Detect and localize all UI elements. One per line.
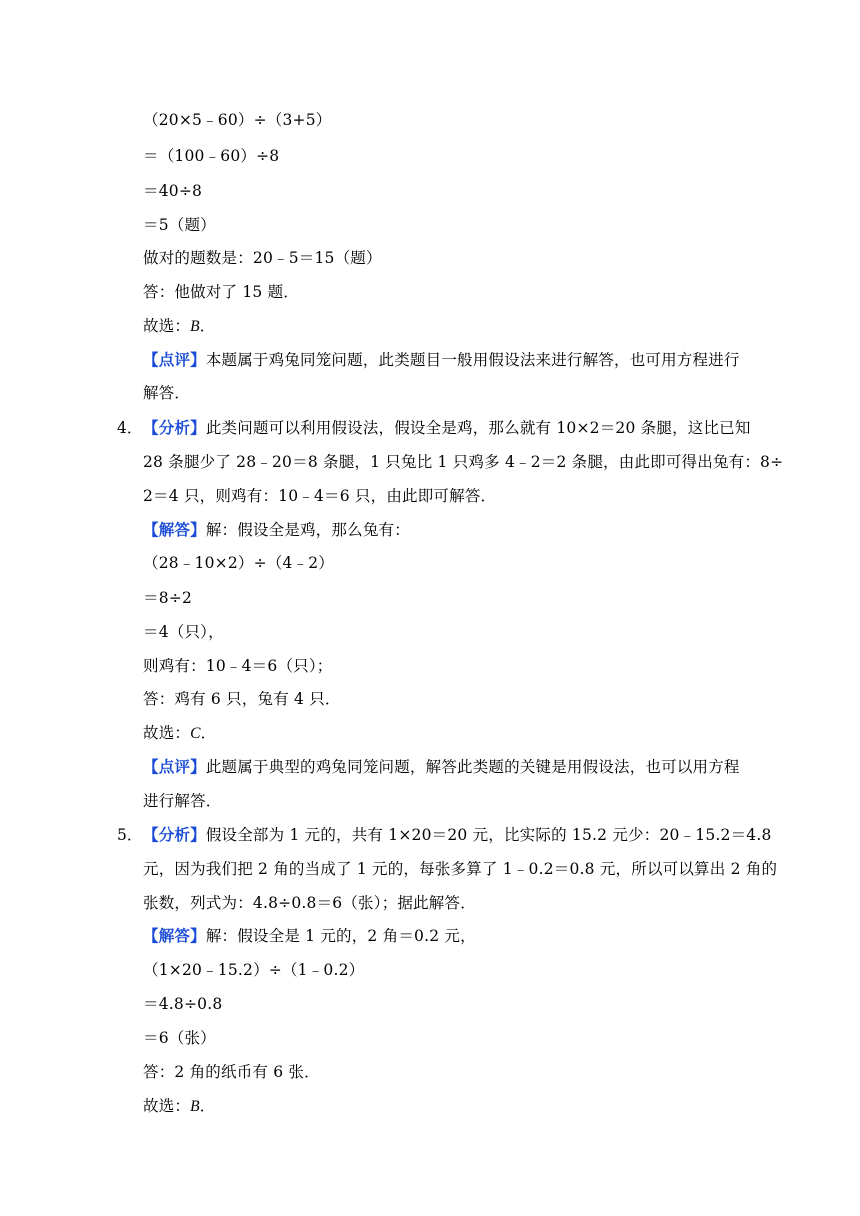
analysis-line	[143, 825, 772, 845]
choice-suffix: ．	[200, 724, 217, 742]
solution-line	[143, 520, 410, 540]
calc-line: ＝5（题）	[143, 216, 216, 234]
analysis-tag: 【分析】	[143, 825, 206, 844]
solution-text: 解：假设全是鸡，那么兔有：	[205, 521, 410, 539]
comment-line	[143, 757, 740, 777]
comment-text: 本题属于鸡兔同笼问题，此类题目一般用假设法来进行解答，也可用方程进行	[205, 351, 740, 369]
correct-count-line: 做对的题数是：20﹣5＝15（题）	[143, 249, 382, 267]
calc-line: ＝（100﹣60）÷8	[143, 147, 280, 165]
choice-prefix: 故选：	[143, 1097, 191, 1115]
analysis-line: 元，因为我们把 2 角的当成了 1 元的，每张多算了 1﹣0.2＝0.8 元，所以可以算出 2 角的	[143, 860, 778, 878]
chicken-line: 则鸡有：10﹣4＝6（只）；	[143, 657, 333, 675]
calc-line: ＝4.8÷0.8	[143, 995, 223, 1013]
calc-line: （28﹣10×2）÷（4﹣2）	[143, 554, 335, 572]
analysis-text: 假设全部为 1 元的，共有 1×20＝20 元，比实际的 15.2 元少：20﹣15.2＝4.8	[205, 826, 772, 844]
calc-line: ＝40÷8	[143, 182, 203, 200]
calc-line: （1×20﹣15.2）÷（1﹣0.2）	[143, 961, 365, 979]
choice-line	[143, 1096, 215, 1117]
choice-letter: B	[190, 318, 200, 335]
choice-suffix: ．	[199, 1097, 216, 1115]
calc-line: ＝4（只），	[143, 623, 224, 641]
calc-line: ＝6（张）	[143, 1029, 216, 1047]
comment-line: 解答．	[143, 384, 191, 402]
analysis-line: 2＝4 只，则鸡有：10﹣4＝6 只，由此即可解答．	[143, 487, 497, 505]
comment-line: 进行解答．	[143, 792, 222, 810]
analysis-line	[143, 418, 751, 438]
answer-line: 答：鸡有 6 只，兔有 4 只．	[143, 690, 341, 708]
choice-prefix: 故选：	[143, 317, 191, 335]
analysis-text: 此类问题可以利用假设法，假设全是鸡，那么就有 10×2＝20 条腿，这比已知	[205, 419, 751, 437]
question-number: 4．	[117, 419, 143, 437]
solution-line	[143, 926, 476, 946]
calc-line: ＝8÷2	[143, 589, 193, 607]
comment-tag: 【点评】	[143, 350, 206, 369]
comment-line	[143, 350, 740, 370]
answer-line: 答：2 角的纸币有 6 张．	[143, 1063, 320, 1081]
choice-line	[143, 316, 215, 337]
question-number: 5．	[117, 826, 143, 844]
analysis-line: 28 条腿少了 28﹣20＝8 条腿，1 只兔比 1 只鸡多 4﹣2＝2 条腿，由此即可得出兔有：8÷	[143, 453, 784, 471]
choice-letter: C	[190, 725, 201, 742]
comment-tag: 【点评】	[143, 757, 206, 776]
choice-line	[143, 723, 216, 744]
choice-suffix: ．	[199, 317, 216, 335]
comment-text: 此题属于典型的鸡兔同笼问题，解答此类题的关键是用假设法，也可以用方程	[205, 758, 740, 776]
solution-tag: 【解答】	[143, 926, 206, 945]
choice-prefix: 故选：	[143, 724, 191, 742]
solution-text: 解：假设全是 1 元的，2 角＝0.2 元，	[205, 927, 476, 945]
calc-line: （20×5﹣60）÷（3+5）	[143, 111, 332, 129]
answer-line: 答：他做对了 15 题．	[143, 283, 299, 301]
analysis-tag: 【分析】	[143, 418, 206, 437]
solution-tag: 【解答】	[143, 520, 206, 539]
choice-letter: B	[190, 1098, 200, 1115]
analysis-line: 张数，列式为：4.8÷0.8＝6（张）；据此解答．	[143, 894, 476, 912]
